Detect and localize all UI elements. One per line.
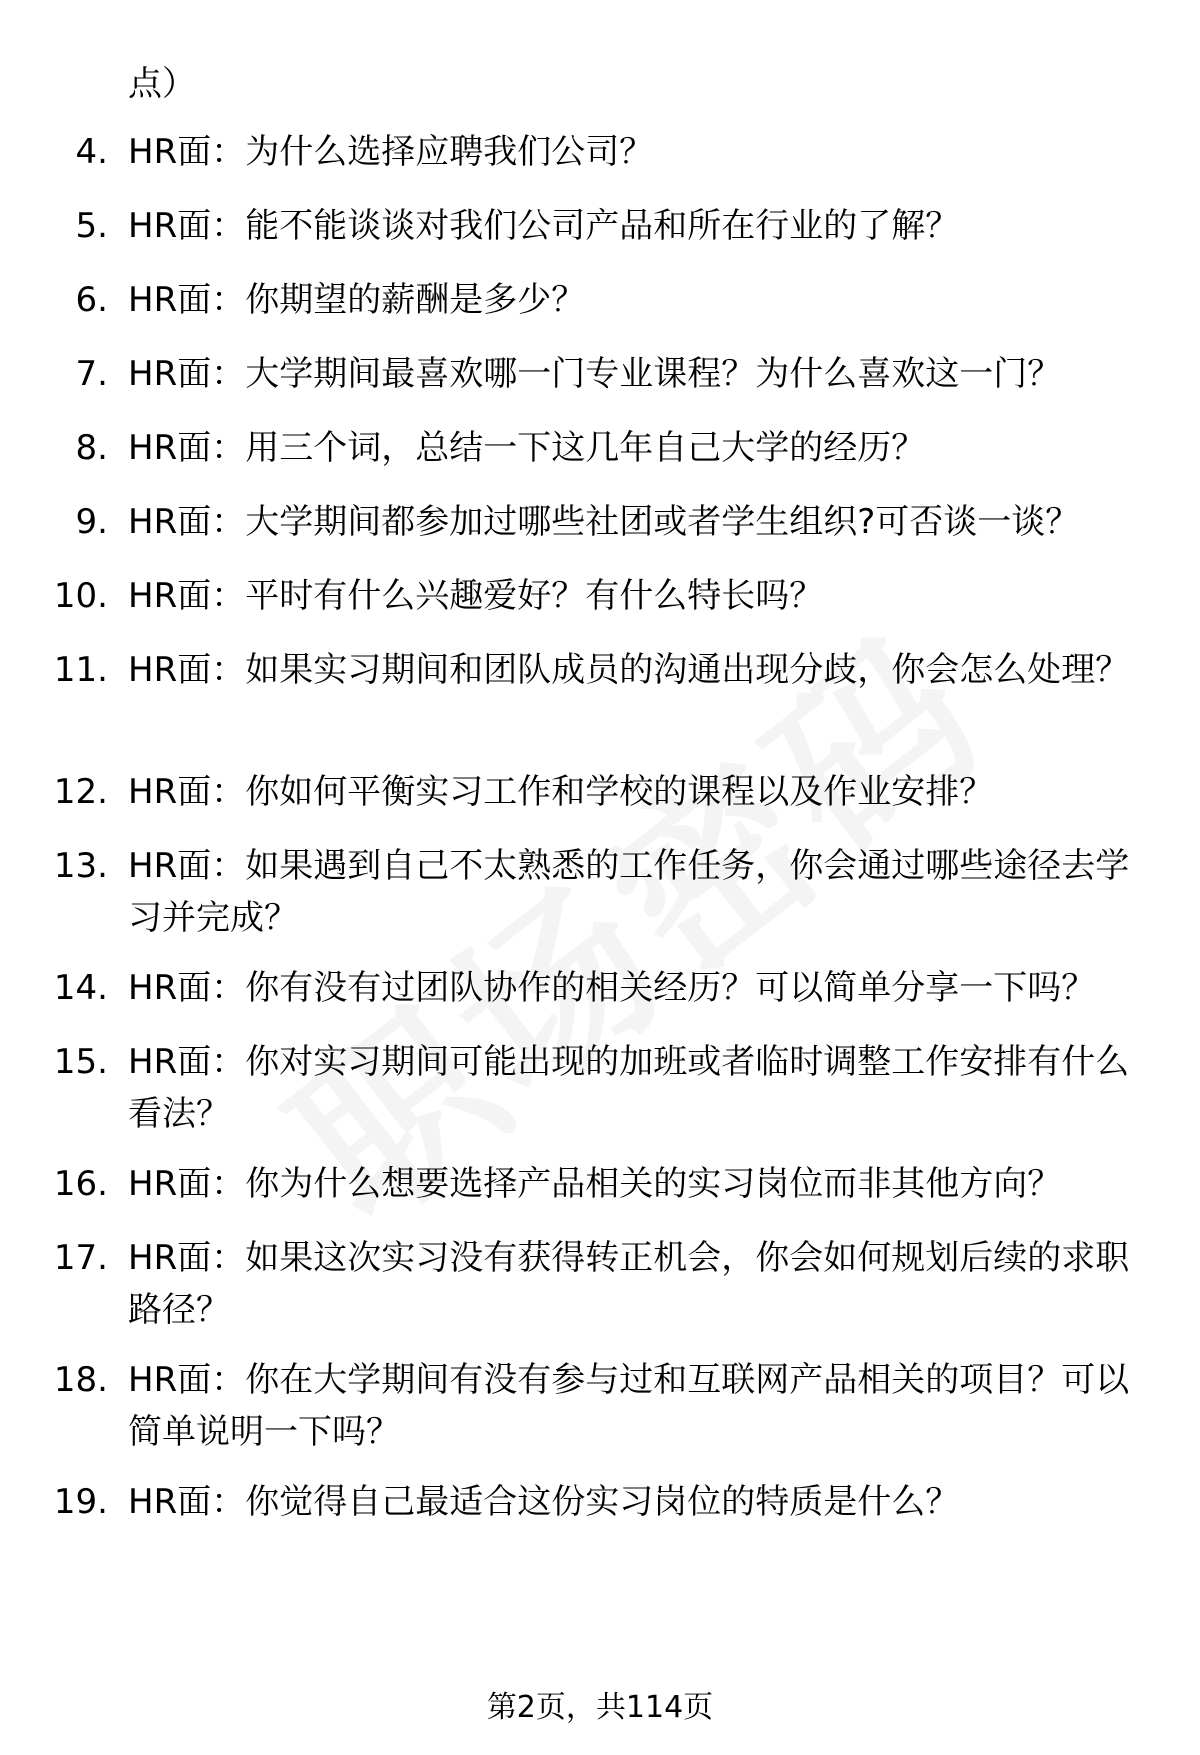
question-text: HR面：为什么选择应聘我们公司？: [128, 132, 654, 172]
question-text: HR面：你期望的薪酬是多少？: [128, 280, 586, 320]
question-text: HR面：你有没有过团队协作的相关经历？可以简单分享一下吗？: [128, 968, 1096, 1008]
question-text: HR面：用三个词，总结一下这几年自己大学的经历？: [128, 428, 926, 468]
question-text: HR面：你在大学期间有没有参与过和互联网产品相关的项目？可以简单说明一下吗？: [128, 1360, 1130, 1452]
question-text: HR面：你觉得自己最适合这份实习岗位的特质是什么？: [128, 1482, 960, 1522]
question-number: 14.: [53, 968, 108, 1008]
question-number: 9.: [75, 502, 108, 542]
question-text: HR面：平时有什么兴趣爱好？有什么特长吗？: [128, 576, 824, 616]
question-number: 6.: [75, 280, 108, 320]
question-text: HR面：大学期间都参加过哪些社团或者学生组织?可否谈一谈？: [128, 502, 1080, 542]
question-number: 11.: [53, 650, 108, 690]
question-number: 19.: [53, 1482, 108, 1522]
question-text: HR面：大学期间最喜欢哪一门专业课程？为什么喜欢这一门？: [128, 354, 1062, 394]
question-number: 17.: [53, 1238, 108, 1278]
question-number: 12.: [53, 772, 108, 812]
question-number: 4.: [75, 132, 108, 172]
question-text: HR面：如果实习期间和团队成员的沟通出现分歧，你会怎么处理？: [128, 650, 1130, 690]
question-number: 16.: [53, 1164, 108, 1204]
question-text: HR面：你对实习期间可能出现的加班或者临时调整工作安排有什么看法？: [128, 1042, 1130, 1134]
question-text: HR面：如果这次实习没有获得转正机会，你会如何规划后续的求职路径？: [128, 1238, 1130, 1330]
page-footer: 第2页，共114页: [486, 1690, 714, 1725]
question-number: 18.: [53, 1360, 108, 1400]
question-number: 10.: [53, 576, 108, 616]
question-number: 15.: [53, 1042, 108, 1082]
question-number: 7.: [75, 354, 108, 394]
continuation-text: 点）: [128, 64, 196, 104]
question-text: HR面：能不能谈谈对我们公司产品和所在行业的了解？: [128, 206, 960, 246]
question-number: 13.: [53, 846, 108, 886]
question-text: HR面：你为什么想要选择产品相关的实习岗位而非其他方向？: [128, 1164, 1062, 1204]
question-number: 8.: [75, 428, 108, 468]
question-text: HR面：如果遇到自己不太熟悉的工作任务，你会通过哪些途径去学习并完成？: [128, 846, 1130, 938]
question-number: 5.: [75, 206, 108, 246]
question-text: HR面：你如何平衡实习工作和学校的课程以及作业安排？: [128, 772, 994, 812]
